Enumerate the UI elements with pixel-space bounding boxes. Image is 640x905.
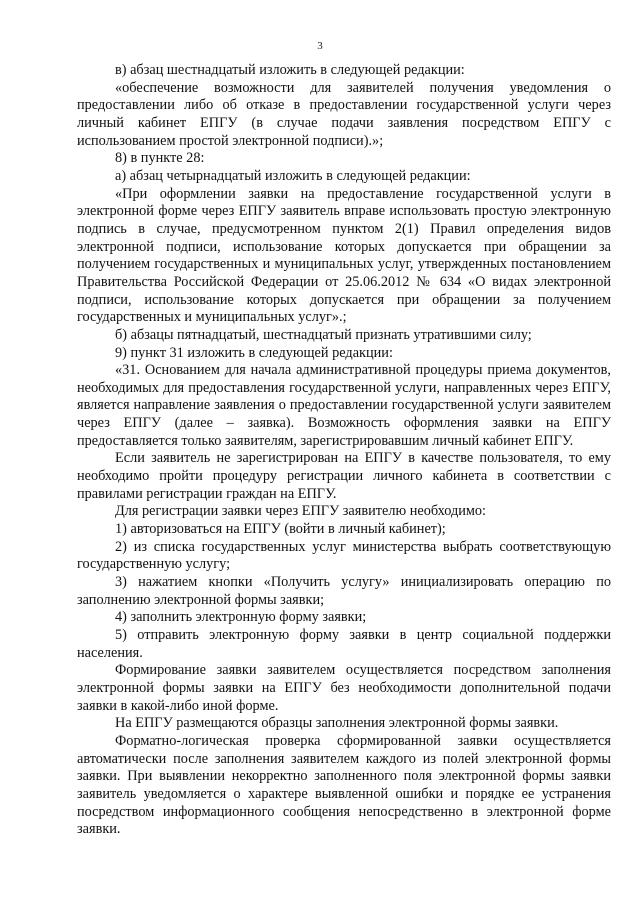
paragraph: 2) из списка государственных услуг министерства выбрать соответствующую государственную услугу; (77, 538, 611, 573)
paragraph: Форматно-логическая проверка сформированной заявки осуществляется автоматически после заполнения заявителем каждого из полей электронной формы заявки. При выявлении некорректно заполненного поля электронной формы заявки заявитель уведомляется о характере выявленной ошибки и порядке ее устранения посредством информационного сообщения непосредственно в электронной форме заявки. (77, 732, 611, 838)
paragraph: в) абзац шестнадцатый изложить в следующей редакции: (115, 62, 465, 78)
paragraph: 5) отправить электронную форму заявки в центр социальной поддержки населения. (77, 627, 611, 661)
paragraph: 4) заполнить электронную форму заявки; (115, 609, 367, 626)
paragraph: 3) нажатием кнопки «Получить услугу» инициализировать операцию по заполнению электронной формы заявки; (77, 574, 611, 608)
paragraph: б) абзацы пятнадцатый, шестнадцатый признать утратившими силу; (115, 326, 532, 343)
paragraph: Для регистрации заявки через ЕПГУ заявителю необходимо: (115, 503, 487, 520)
paragraph: Если заявитель не зарегистрирован на ЕПГУ в качестве пользователя, то ему необходимо пройти процедуру регистрации личного кабинета в соответствии с правилами регистрации граждан на ЕПГУ. (77, 450, 611, 502)
paragraph: На ЕПГУ размещаются образцы заполнения электронной формы заявки. (115, 715, 559, 732)
paragraph: «31. Основанием для начала административной процедуры приема документов, необходимых для предоставления государственной услуги, направленных через ЕПГУ, является направление заявления о предоставлении государственной услуги заявителем через ЕПГУ (далее – заявка). Возможность оформления заявки на ЕПГУ предоставляется только заявителям, зарегистрировавшим личный кабинет ЕПГУ. (77, 362, 611, 449)
paragraph: 8) в пункте 28: (115, 150, 205, 167)
paragraph: а) абзац четырнадцатый изложить в следующей редакции: (115, 167, 471, 184)
paragraph: Формирование заявки заявителем осуществляется посредством заполнения электронной формы заявки на ЕПГУ без необходимости дополнительной подачи заявки в какой-либо иной форме. (77, 662, 611, 714)
paragraph: «обеспечение возможности для заявителей получения уведомления о предоставлении либо об отказе в предоставлении государственной услуги через личный кабинет ЕПГУ (в случае подачи заявления посредством ЕПГУ с использованием простой электронной подписи).»; (77, 79, 611, 149)
paragraph: 9) пункт 31 изложить в следующей редакции: (115, 344, 393, 361)
document-body (77, 62, 611, 839)
paragraph: «При оформлении заявки на предоставление государственной услуги в электронной форме через ЕПГУ заявитель вправе использовать простую электронную подпись в случае, предусмотренном пунктом 2(1) Правил определения видов электронной подписи, использование которых допускается при обращении за получением государственных и муниципальных услуг, утвержденных постановлением Правительства Российской Федерации от 25.06.2012 № 634 «О видах электронной подписи, использование которых допускается при обращении за получением государственных и муниципальных услуг».; (77, 185, 611, 326)
paragraph: 1) авторизоваться на ЕПГУ (войти в личный кабинет); (115, 521, 446, 538)
page-number: 3 (317, 40, 323, 52)
